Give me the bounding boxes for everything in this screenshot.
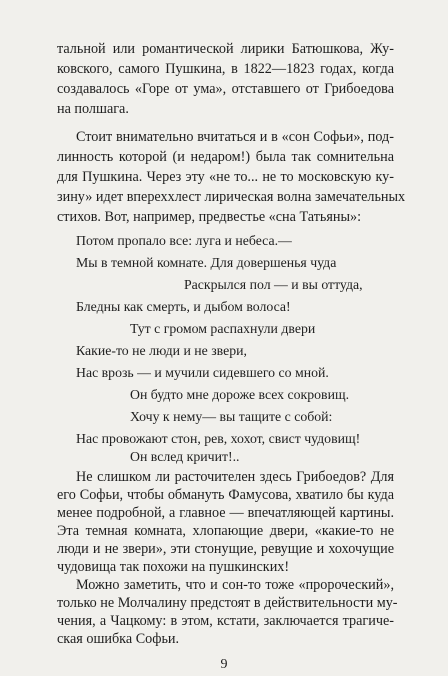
- p2-line-5: стихов. Вот, например, предвестье «сна Татьяны»:: [57, 209, 362, 225]
- p3-line-6: чудовища так похожи на пушкинских!: [57, 559, 290, 575]
- verse-line-8: Он будто мне дороже всех сокровищ.: [130, 387, 350, 402]
- verse-line-9: Хочу к нему— вы тащите с собой:: [130, 409, 333, 424]
- verse-line-1: Потом пропало все: луга и небеса.—: [76, 233, 292, 248]
- verse-line-11: Он вслед кричит!..: [130, 449, 240, 464]
- page-number: 9: [220, 657, 228, 672]
- verse-line-4: Бледны как смерть, и дыбом волоса!: [76, 299, 291, 314]
- p2-line-4: зину» идет впереххлест лирическая волна замечательных: [57, 189, 406, 205]
- verse-line-7: Нас врозь — и мучили сидевшего со мной.: [76, 365, 329, 380]
- p2-line-1: Стоит внимательно вчитаться и в «сон Софьи», под-: [76, 129, 394, 145]
- verse-line-10: Нас провожают стон, рев, хохот, свист чудовищ!: [76, 431, 361, 446]
- p1-line-1: тальной или романтической лирики Батюшкова, Жу-: [57, 41, 394, 57]
- p4-line-2: только не Молчалину предстоят в действительности му-: [57, 595, 398, 611]
- verse-line-6: Какие-то не люди и не звери,: [76, 343, 247, 358]
- verse-line-5: Тут с громом распахнули двери: [130, 321, 316, 336]
- p4-line-1: Можно заметить, что и сон-то тоже «пророческий»,: [76, 577, 394, 593]
- p3-line-5: люди и не звери», эти стонущие, ревущие и хохочущие: [57, 541, 394, 557]
- p1-line-2: ковского, самого Пушкина, в 1822—1823 годах, когда: [57, 61, 394, 77]
- p2-line-3: для Пушкина. Через эту «не то... не то московскую ку-: [57, 169, 394, 185]
- p1-line-3: создавалось «Горе от ума», отставшего от Грибоедова: [57, 81, 394, 97]
- p3-line-2: его Софьи, чтобы обмануть Фамусова, хватило бы куда: [57, 487, 394, 503]
- p3-line-3: менее подробной, а главное — впечатляющей картины.: [57, 505, 394, 521]
- p2-line-2: линность которой (и недаром!) была так сомнительна: [57, 149, 394, 165]
- verse-line-3: Раскрылся пол — и вы оттуда,: [184, 277, 363, 292]
- p4-line-3: чения, а Чацкому: в этом, кстати, заключается трагиче-: [57, 613, 394, 629]
- p3-line-1: Не слишком ли расточителен здесь Грибоедов? Для: [76, 469, 394, 485]
- p4-line-4: ская ошибка Софьи.: [57, 631, 180, 647]
- verse-line-2: Мы в темной комнате. Для довершенья чуда: [76, 255, 337, 270]
- p1-line-4: на полшага.: [57, 101, 129, 117]
- p3-line-4: Эта темная комната, хлопающие двери, «какие-то не: [57, 523, 394, 539]
